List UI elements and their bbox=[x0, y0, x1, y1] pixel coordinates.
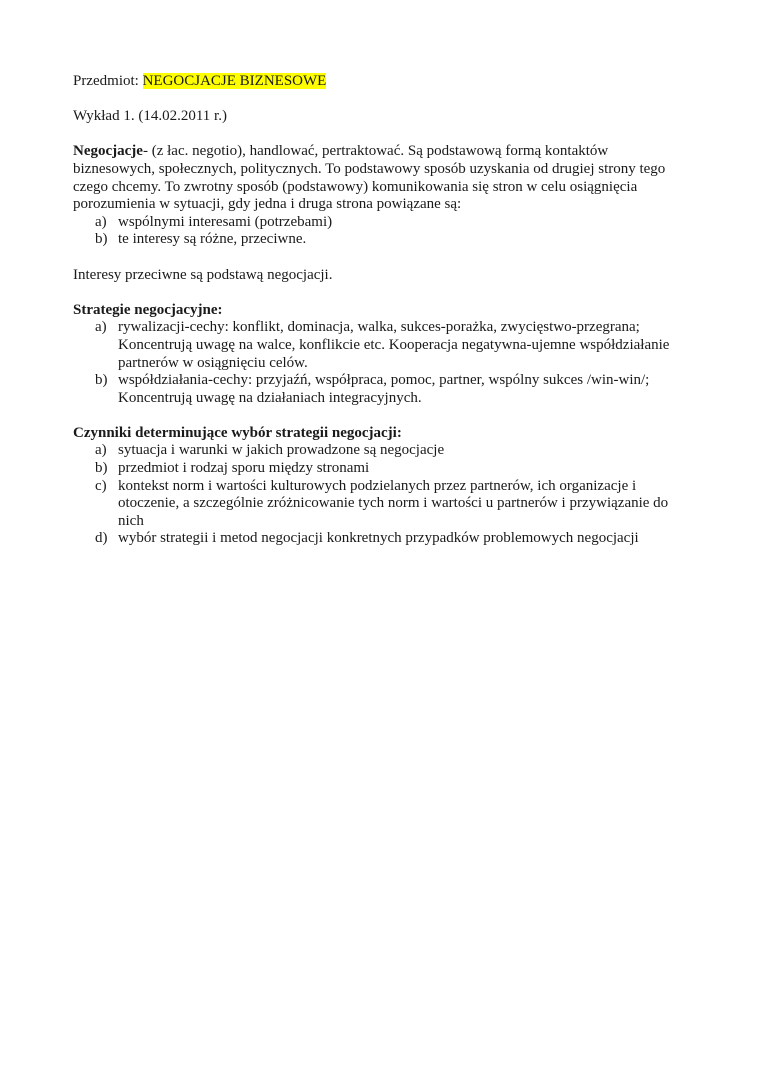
list-item-text: rywalizacji-cechy: konflikt, dominacja, walka, sukces-porażka, zwycięstwo-przegrana; Koncentrują uwagę na walce, konflikcie etc. Kooperacja negatywna-ujemne współdziałanie partnerów w osiągnięciu celów. bbox=[118, 319, 670, 371]
list-item-text: te interesy są różne, przeciwne. bbox=[118, 231, 307, 248]
document-page bbox=[73, 73, 693, 548]
list-item bbox=[73, 231, 693, 249]
strategies-list bbox=[73, 319, 693, 407]
list-item-text: wspólnymi interesami (potrzebami) bbox=[118, 213, 333, 230]
list-item bbox=[73, 319, 693, 372]
factors-list bbox=[73, 442, 693, 548]
list-marker: c) bbox=[95, 477, 107, 494]
list-marker: d) bbox=[95, 530, 108, 547]
list-item-text: przedmiot i rodzaj sporu między stronami bbox=[118, 460, 370, 477]
list-item bbox=[73, 478, 693, 531]
list-item bbox=[73, 530, 693, 548]
list-item bbox=[73, 442, 693, 460]
list-item-text: wybór strategii i metod negocjacji konkretnych przypadków problemowych negocjacji bbox=[118, 530, 639, 547]
list-item-text: sytuacja i warunki w jakich prowadzone są negocjacje bbox=[118, 442, 445, 459]
list-item bbox=[73, 214, 693, 232]
list-item-text: współdziałania-cechy: przyjaźń, współpraca, pomoc, partner, wspólny sukces /win-win/; Koncentrują uwagę na działaniach integracyjnych. bbox=[118, 372, 650, 406]
definition-list bbox=[73, 214, 693, 249]
factors-heading: Czynniki determinujące wybór strategii negocjacji: bbox=[73, 424, 402, 441]
list-marker: b) bbox=[95, 460, 108, 477]
lecture-line: Wykład 1. (14.02.2011 r.) bbox=[73, 108, 227, 125]
list-marker: a) bbox=[95, 213, 107, 230]
definition-paragraph bbox=[73, 143, 693, 213]
subject-label: Przedmiot: bbox=[73, 73, 139, 89]
list-marker: b) bbox=[95, 231, 108, 248]
interests-note: Interesy przeciwne są podstawą negocjacji. bbox=[73, 266, 333, 283]
subject-value: NEGOCJACJE BIZNESOWE bbox=[142, 73, 327, 89]
list-marker: a) bbox=[95, 442, 107, 459]
list-item bbox=[73, 460, 693, 478]
definition-text: - (z łac. negotio), handlować, pertraktować. Są podstawową formą kontaktów biznesowych, społecznych, politycznych. To podstawowy sposób uzyskania od drugiej strony tego czego chcemy. To zwrotny sposób (podstawowy) komunikowania się stron w celu osiągnięcia porozumienia w sytuacji, gdy jedna i druga strona powiązane są: bbox=[73, 143, 666, 213]
list-marker: a) bbox=[95, 319, 107, 336]
list-marker: b) bbox=[95, 372, 108, 389]
strategies-heading: Strategie negocjacyjne: bbox=[73, 301, 223, 318]
definition-term: Negocjacje bbox=[73, 143, 143, 160]
subject-line bbox=[73, 73, 693, 91]
list-item bbox=[73, 372, 693, 407]
list-item-text: kontekst norm i wartości kulturowych podzielanych przez partnerów, ich organizacje i otoczenie, a szczególnie zróżnicowanie tych norm i wartości u partnerów i przywiązanie do nich bbox=[118, 477, 669, 529]
